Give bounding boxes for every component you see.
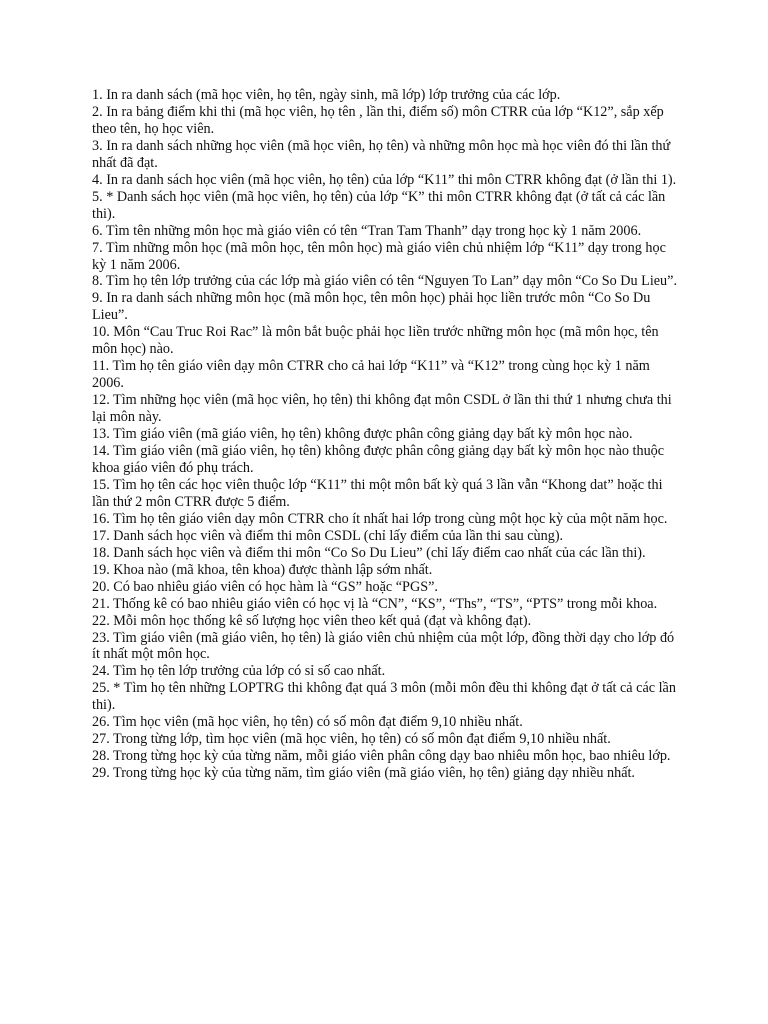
question-item-16: 16. Tìm họ tên giáo viên dạy môn CTRR cho ít nhất hai lớp trong cùng một học kỳ của một năm học. — [92, 510, 668, 527]
question-item-1: 1. In ra danh sách (mã học viên, họ tên, ngày sinh, mã lớp) lớp trưởng của các lớp. — [92, 87, 561, 103]
document-page — [92, 87, 682, 782]
question-item-10: 10. Môn “Cau Truc Roi Rac” là môn bắt buộc phải học liền trước những môn học (mã môn học, tên môn học) nào. — [92, 324, 659, 358]
question-item-17: 17. Danh sách học viên và điểm thi môn CSDL (chỉ lấy điểm của lần thi sau cùng). — [92, 527, 564, 544]
question-item-11: 11. Tìm họ tên giáo viên dạy môn CTRR cho cả hai lớp “K11” và “K12” trong cùng học kỳ 1 năm 2006. — [92, 358, 650, 392]
question-item-27: 27. Trong từng lớp, tìm học viên (mã học viên, họ tên) có số môn đạt điểm 9,10 nhiều nhất. — [92, 731, 611, 748]
question-item-15: 15. Tìm họ tên các học viên thuộc lớp “K11” thi một môn bất kỳ quá 3 lần vẫn “Khong dat” hoặc thi lần thứ 2 môn CTRR được 5 điểm. — [92, 476, 663, 510]
question-item-20: 20. Có bao nhiêu giáo viên có học hàm là “GS” hoặc “PGS”. — [92, 578, 438, 595]
question-item-6: 6. Tìm tên những môn học mà giáo viên có tên “Tran Tam Thanh” dạy trong học kỳ 1 năm 2006. — [92, 222, 642, 239]
question-item-12: 12. Tìm những học viên (mã học viên, họ tên) thi không đạt môn CSDL ở lần thi thứ 1 nhưng chưa thi lại môn này. — [92, 392, 672, 426]
question-item-2: 2. In ra bảng điểm khi thi (mã học viên, họ tên , lần thi, điểm số) môn CTRR của lớp “K12”, sắp xếp theo tên, họ học viên. — [92, 103, 664, 137]
question-item-23: 23. Tìm giáo viên (mã giáo viên, họ tên) là giáo viên chủ nhiệm của một lớp, đồng thời dạy cho lớp đó ít nhất một môn học. — [92, 629, 675, 663]
question-item-14: 14. Tìm giáo viên (mã giáo viên, họ tên) không được phân công giảng dạy bất kỳ môn học nào thuộc khoa giáo viên đó phụ trách. — [92, 443, 665, 476]
question-item-22: 22. Mỗi môn học thống kê số lượng học viên theo kết quả (đạt và không đạt). — [92, 612, 532, 629]
question-item-24: 24. Tìm họ tên lớp trưởng của lớp có sỉ số cao nhất. — [92, 663, 386, 680]
question-item-25: 25. * Tìm họ tên những LOPTRG thi không đạt quá 3 môn (mỗi môn đều thi không đạt ở tất cả các lần thi). — [92, 680, 676, 714]
question-item-5: 5. * Danh sách học viên (mã học viên, họ tên) của lớp “K” thi môn CTRR không đạt (ở tất cả các lần thi). — [92, 188, 666, 222]
question-item-29: 29. Trong từng học kỳ của từng năm, tìm giáo viên (mã giáo viên, họ tên) giảng dạy nhiều nhất. — [92, 765, 635, 782]
question-item-3: 3. In ra danh sách những học viên (mã học viên, họ tên) và những môn học mà học viên đó thi lần thứ nhất đã đạt. — [92, 137, 671, 171]
question-item-9: 9. In ra danh sách những môn học (mã môn học, tên môn học) phải học liền trước môn “Co So Du Lieu”. — [92, 290, 651, 324]
question-item-26: 26. Tìm học viên (mã học viên, họ tên) có số môn đạt điểm 9,10 nhiều nhất. — [92, 714, 523, 731]
question-item-4: 4. In ra danh sách học viên (mã học viên, họ tên) của lớp “K11” thi môn CTRR không đạt (ở lần thi 1). — [92, 171, 677, 188]
question-item-13: 13. Tìm giáo viên (mã giáo viên, họ tên) không được phân công giảng dạy bất kỳ môn học nào. — [92, 426, 633, 443]
question-item-19: 19. Khoa nào (mã khoa, tên khoa) được thành lập sớm nhất. — [92, 561, 433, 578]
question-item-7: 7. Tìm những môn học (mã môn học, tên môn học) mà giáo viên chủ nhiệm lớp “K11” dạy trong học kỳ 1 năm 2006. — [92, 239, 666, 273]
question-item-28: 28. Trong từng học kỳ của từng năm, mỗi giáo viên phân công dạy bao nhiêu môn học, bao nhiêu lớp. — [92, 748, 671, 765]
question-item-18: 18. Danh sách học viên và điểm thi môn “Co So Du Lieu” (chỉ lấy điểm cao nhất của các lần thi). — [92, 544, 646, 561]
question-item-8: 8. Tìm họ tên lớp trưởng của các lớp mà giáo viên có tên “Nguyen To Lan” dạy môn “Co So Du Lieu”. — [92, 273, 677, 290]
question-item-21: 21. Thống kê có bao nhiêu giáo viên có học vị là “CN”, “KS”, “Ths”, “TS”, “PTS” trong mỗi khoa. — [92, 595, 658, 612]
